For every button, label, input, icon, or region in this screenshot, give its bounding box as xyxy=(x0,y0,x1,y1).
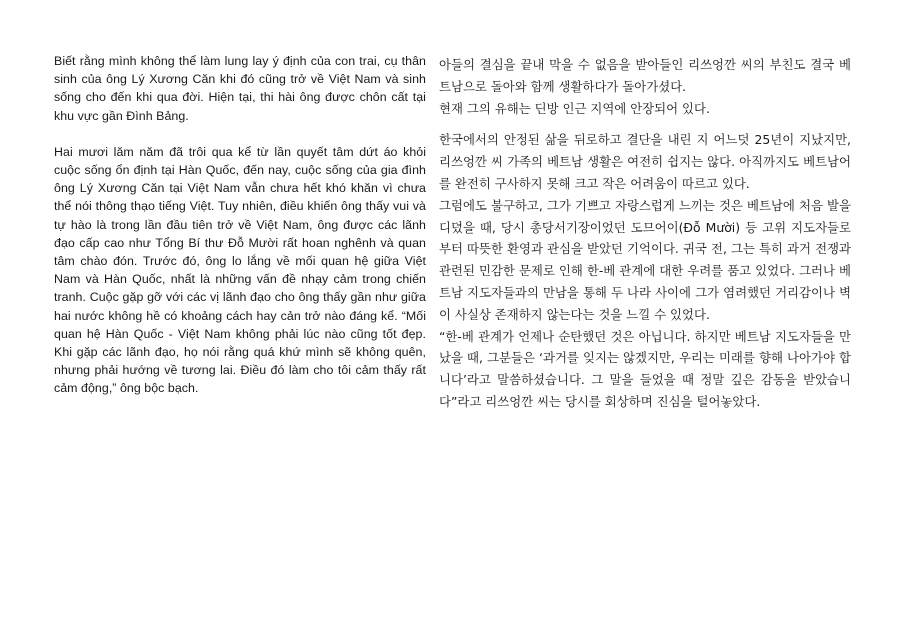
korean-paragraph-1: 아들의 결심을 끝내 막을 수 없음을 받아들인 리쓰엉깐 씨의 부친도 결국 베트남으로 돌아와 함께 생활하다가 돌아가셨다. xyxy=(439,57,851,94)
korean-paragraph-3: 한국에서의 안정된 삶을 뒤로하고 결단을 내린 지 어느덧 25년이 지났지만, 리쓰엉깐 씨 가족의 베트남 생활은 여전히 쉽지는 않다. 아직까지도 베트남어를 완전히 구사하지 못해 크고 작은 어려움이 따르고 있다. xyxy=(439,132,851,191)
korean-paragraph-4: 그럼에도 불구하고, 그가 기쁘고 자랑스럽게 느끼는 것은 베트남에 처음 발을 디뎠을 때, 당시 총당서기장이었던 도므어이(Đỗ Mười) 등 고위 지도자들로부터 따뜻한 환영과 관심을 받았던 기억이다. 귀국 전, 그는 특히 과거 전쟁과 관련된 민감한 문제로 인해 한-베 관계에 대한 우려를 품고 있었다. 그러나 베트남 지도자들과의 만남을 통해 두 나라 사이에 그가 염려했던 거리감이나 벽이 사실상 존재하지 않는다는 것을 느낄 수 있었다. xyxy=(439,197,851,322)
korean-paragraph-5: “한-베 관계가 언제나 순탄했던 것은 아닙니다. 하지만 베트남 지도자들을 만났을 때, 그분들은 ‘과거를 잊지는 않겠지만, 우리는 미래를 향해 나아가야 합니다’라고 말씀하셨습니다. 그 말을 들었을 때 정말 깊은 감동을 받았습니다”라고 리쓰엉깐 씨는 당시를 회상하며 진심을 털어놓았다. xyxy=(439,328,851,409)
korean-column xyxy=(439,54,851,413)
korean-paragraph-2: 현재 그의 유해는 딘방 인근 지역에 안장되어 있다. xyxy=(439,100,710,116)
vietnamese-paragraph-2: Hai mươi lăm năm đã trôi qua kể từ lần quyết tâm dứt áo khỏi cuộc sống ổn định tại Hàn Quốc, đến nay, cuộc sống của gia đình ông Lý Xương Căn tại Việt Nam vẫn chưa hết khó khăn vì chưa thể nói thông thạo tiếng Việt. Tuy nhiên, điều khiến ông thấy vui và tự hào là trong lần đầu tiên trở về Việt Nam, ông được các lãnh đạo cấp cao như Tổng Bí thư Đỗ Mười rất hoan nghênh và quan tâm chào đón. Trước đó, ông lo lắng về mối quan hệ giữa Việt Nam và Hàn Quốc, nhất là những vấn đề nhạy cảm trong chiến tranh. Cuộc gặp gỡ với các vị lãnh đạo cho ông thấy gần như giữa hai nước không hề có khoảng cách hay cản trở nào đáng kể. “Mối quan hệ Hàn Quốc - Việt Nam không phải lúc nào cũng tốt đẹp. Khi gặp các lãnh đạo, họ nói rằng quá khứ mình sẽ không quên, nhưng phải hướng về tương lai. Điều đó làm cho tôi cảm thấy rất cảm động,” ông bộc bạch. xyxy=(54,144,426,396)
vietnamese-column xyxy=(54,52,426,416)
vietnamese-paragraph-1: Biết rằng mình không thể làm lung lay ý định của con trai, cụ thân sinh của ông Lý Xương Căn khi đó cũng trở về Việt Nam và sinh sống cho đến khi qua đời. Hiện tại, thi hài ông được chôn cất tại khu vực gần Đình Bảng. xyxy=(54,54,426,123)
